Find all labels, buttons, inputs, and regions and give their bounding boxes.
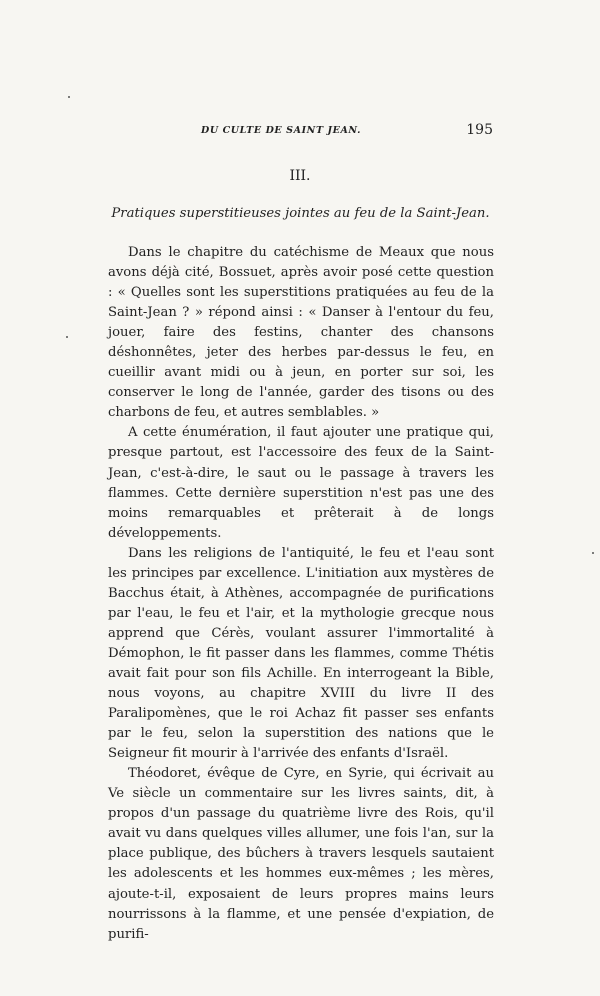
page-number: 195	[466, 122, 493, 138]
paragraph: Dans les religions de l'antiquité, le feu et l'eau sont les principes par excellence. L'initiation aux mystères de Bacchus était, à Athènes, accompagnée de purifications par l'eau, le feu et l'air, et la mythologie grecque nous apprend que Cérès, voulant assurer l'immortalité à Démophon, le fit passer dans les flammes, comme Thétis avait fait pour son fils Achille. En interrogeant la Bible, nous voyons, au chapitre XVIII du livre II des Paralipomènes, que le roi Achaz fit passer ses enfants par le feu, selon la superstition des nations que le Seigneur fit mourir à l'arrivée des enfants d'Israël.	[108, 545, 494, 762]
paragraph: A cette énumération, il faut ajouter une pratique qui, presque partout, est l'accessoire des feux de la Saint-Jean, c'est-à-dire, le saut ou le passage à travers les flammes. Cette dernière superstition n'est pas une des moins remarquables et prêterait à de longs développements.	[108, 425, 494, 541]
page-speck	[68, 96, 70, 98]
section-number: III.	[289, 168, 311, 184]
page-speck	[592, 552, 594, 554]
page-header	[108, 122, 493, 144]
paragraph: Théodoret, évêque de Cyre, en Syrie, qui écrivait au Ve siècle un commentaire sur les livres saints, dit, à propos d'un passage du quatrième livre des Rois, qu'il avait vu dans quelques villes allumer, une fois l'an, sur la place publique, des bûchers à travers lesquels sautaient les adolescents et les hommes eux-mêmes ; les mères, ajoute-t-il, exposaient de leurs propres mains leurs nourrissons à la flamme, et une pensée d'expiation, de purifi-	[108, 766, 494, 942]
paragraph: Dans le chapitre du catéchisme de Meaux que nous avons déjà cité, Bossuet, après avoir posé cette question : « Quelles sont les superstitions pratiquées au feu de la Saint-Jean ? » répond ainsi : « Danser à l'entour du feu, jouer, faire des festins, chanter des chansons déshonnêtes, jeter des herbes par-dessus le feu, en cueillir avant midi ou à jeun, en porter sur soi, les conserver le long de l'année, garder des tisons ou des charbons de feu, et autres semblables. »	[108, 245, 494, 421]
body-text	[108, 243, 494, 945]
page-speck	[66, 336, 68, 338]
section-title: Pratiques superstitieuses jointes au feu de la Saint-Jean.	[111, 206, 490, 221]
running-title: DU CULTE DE SAINT JEAN.	[201, 125, 362, 136]
